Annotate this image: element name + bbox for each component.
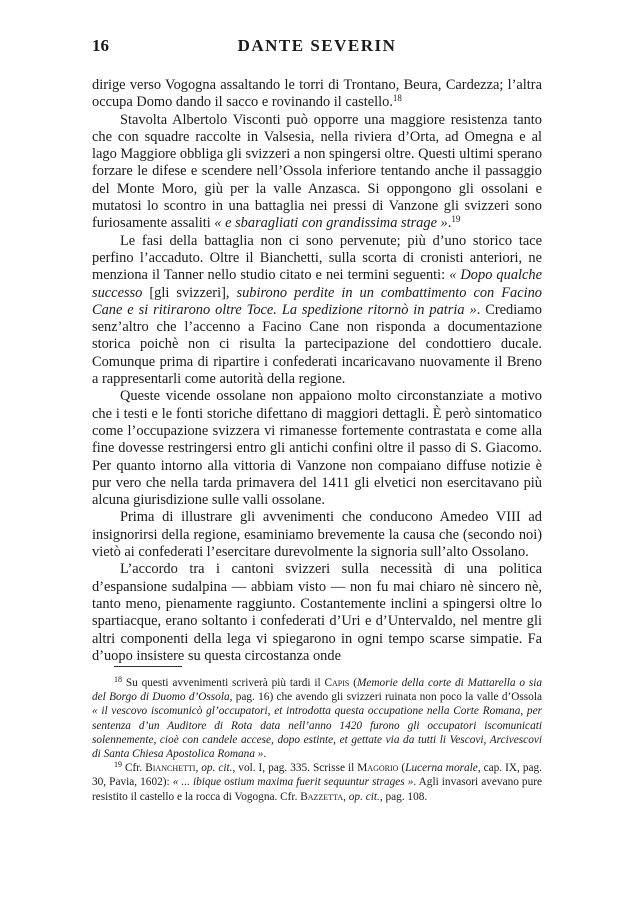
text-run: , bbox=[343, 790, 349, 803]
footnote-ref: 19 bbox=[114, 760, 122, 770]
italic-text: « il vescovo iscomunicò gl’occupatori, et introdotta questa occupatione nella Corte Romana, per sentenza d’un Auditore di Rota data nell’anno 1420 furono gli occupatori iscomunicati solennemente, cioè con candele accese, dopo estinte, et gettate via da tutti li Vescovi, Arcivescovi di Santa Chiesa Apostolica Romana » bbox=[92, 705, 542, 761]
text-run: , pag. 16) che avendo gli svizzeri ruinata non poco la valle d’Ossola bbox=[229, 691, 542, 704]
author-name: Magorio bbox=[357, 762, 399, 775]
text-run: . bbox=[263, 748, 267, 761]
paragraph bbox=[92, 561, 542, 665]
footnotes bbox=[92, 676, 542, 804]
text-run: ( bbox=[398, 762, 406, 775]
paragraph bbox=[92, 509, 542, 561]
text-run: . Crediamo senz’altro che l’accenno a Facino Cane non risponda a documentazione storica poichè non ci risulta la partecipazione del condottiero ducale. Comunque prima di ripartire i confederati incaricavano nuovamente il Breno a rappresentarli come autorità della regione. bbox=[92, 301, 542, 388]
text-run: [gli svizzeri] bbox=[149, 284, 226, 301]
footnote-ref: 19 bbox=[451, 214, 461, 225]
author-name: Bianchetti bbox=[145, 762, 196, 775]
footnote-separator bbox=[114, 666, 182, 667]
author-name: Bazzetta bbox=[300, 790, 344, 803]
italic-text: , subirono perdite in un combattimento con Facino Cane e si ritirarono oltre Toce. La spedizione ritornò in patria » bbox=[92, 284, 542, 318]
italic-text: Memorie della corte di Mattarella o sia del Borgo di Duomo d’Ossola bbox=[92, 677, 543, 704]
footnote-ref: 18 bbox=[114, 675, 122, 684]
text-run: , cap. IX, pag. 30, Pavia, 1602): bbox=[92, 762, 542, 789]
page-number: 16 bbox=[92, 36, 109, 55]
text-run: Su questi avvenimenti scriverà più tardi il bbox=[122, 677, 325, 689]
body-text bbox=[92, 77, 542, 665]
footnote bbox=[92, 676, 542, 761]
paragraph bbox=[92, 233, 542, 389]
text-run: , vol. I, pag. 335. Scrisse il bbox=[232, 762, 358, 775]
italic-text: op. cit. bbox=[348, 790, 380, 803]
page-header bbox=[92, 36, 542, 58]
text-run: . bbox=[447, 215, 452, 232]
text-run: , pag. 108. bbox=[379, 790, 428, 803]
text-run: dirige verso Vogogna assaltando le torri di Trontano, Beura, Cardezza; l’altra occupa Domo dando il sacco e rovinando il castello. bbox=[92, 77, 542, 111]
text-run: Cfr. bbox=[122, 762, 146, 775]
running-title: DANTE SEVERIN bbox=[237, 36, 397, 55]
text-run: . Agli invasori avevano pure resistito il castello e la rocca di Vogogna. Cfr. bbox=[92, 776, 543, 803]
text-run: L’accordo tra i cantoni svizzeri sulla necessità di una politica d’espansione sudalpina — abbiam visto — non fu mai chiaro nè sincero nè, tanto meno, pienamente raggiunto. Costantemente inclini a spingersi oltre lo spartiacque, erano soltanto i confederati d’Uri e d’Untervaldo, nel mentre gli altri componenti della lega vi spiegarono in ogni tempo scarse simpatie. Fa d’uopo insistere su questa circostanza onde bbox=[92, 561, 542, 664]
italic-text: « e sbaragliati con grandissima strage » bbox=[214, 215, 448, 232]
text-run: Queste vicende ossolane non appaiono molto circonstanziate a motivo che i testi e le fonti storiche difettano di maggiori dettagli. È però sintomatico come l’occupazione svizzera vi rimanesse fortemente contrastata e come alla fine dovesse restringersi entro gli antichi confini oltre il passo di S. Giacomo. Per quanto intorno alla vittoria di Vanzone non compaiano diffuse notizie è pur vero che nella tarda primavera del 1411 gli elvetici non esercitavano più alcuna giurisdizione sulle valli ossolane. bbox=[92, 388, 542, 509]
italic-text: « Dopo qualche successo bbox=[92, 267, 542, 301]
author-name: Capis bbox=[324, 677, 350, 689]
footnote bbox=[92, 761, 542, 804]
italic-text: op. cit. bbox=[201, 762, 233, 775]
text-run: , bbox=[195, 762, 202, 775]
italic-text: « ... ibique ostium maxima fuerit sequuntur strages » bbox=[172, 776, 414, 789]
paragraph bbox=[92, 388, 542, 509]
paragraph bbox=[92, 77, 542, 112]
footnote-ref: 18 bbox=[392, 93, 402, 104]
text-run: Prima di illustrare gli avvenimenti che conducono Amedeo VIII ad insignorirsi della regione, esaminiamo brevemente la causa che (secondo noi) vietò ai confederati l’esercitare durevolmente la signoria sull’alto Ossolano. bbox=[92, 509, 542, 561]
italic-text: Lucerna morale bbox=[405, 762, 478, 775]
text-run: Stavolta Albertolo Visconti può opporre una maggiore resistenza tanto che con squadre raccolte in Valsesia, nella riviera d’Orta, ad Omegna e al lago Maggiore obbliga gli svizzeri a non spingersi oltre. Questi ultimi sperano forzare le difese e scendere nell’Ossola inferiore tentando anche il passaggio del Monte Moro, giù per la valle Anzasca. Si oppongono gli ossolani e mutatosi lo scontro in una battaglia nei pressi di Vanzone gli svizzeri sono furiosamente assaliti bbox=[92, 111, 543, 232]
text-run: ( bbox=[349, 677, 357, 689]
paragraph bbox=[92, 112, 542, 233]
text-run: Le fasi della battaglia non ci sono pervenute; più d’uno storico tace perfino l’accaduto. Oltre il Bianchetti, sulla scorta di cronisti anteriori, ne menziona il Tanner nello studio citato e nei termini seguenti: bbox=[92, 232, 542, 284]
